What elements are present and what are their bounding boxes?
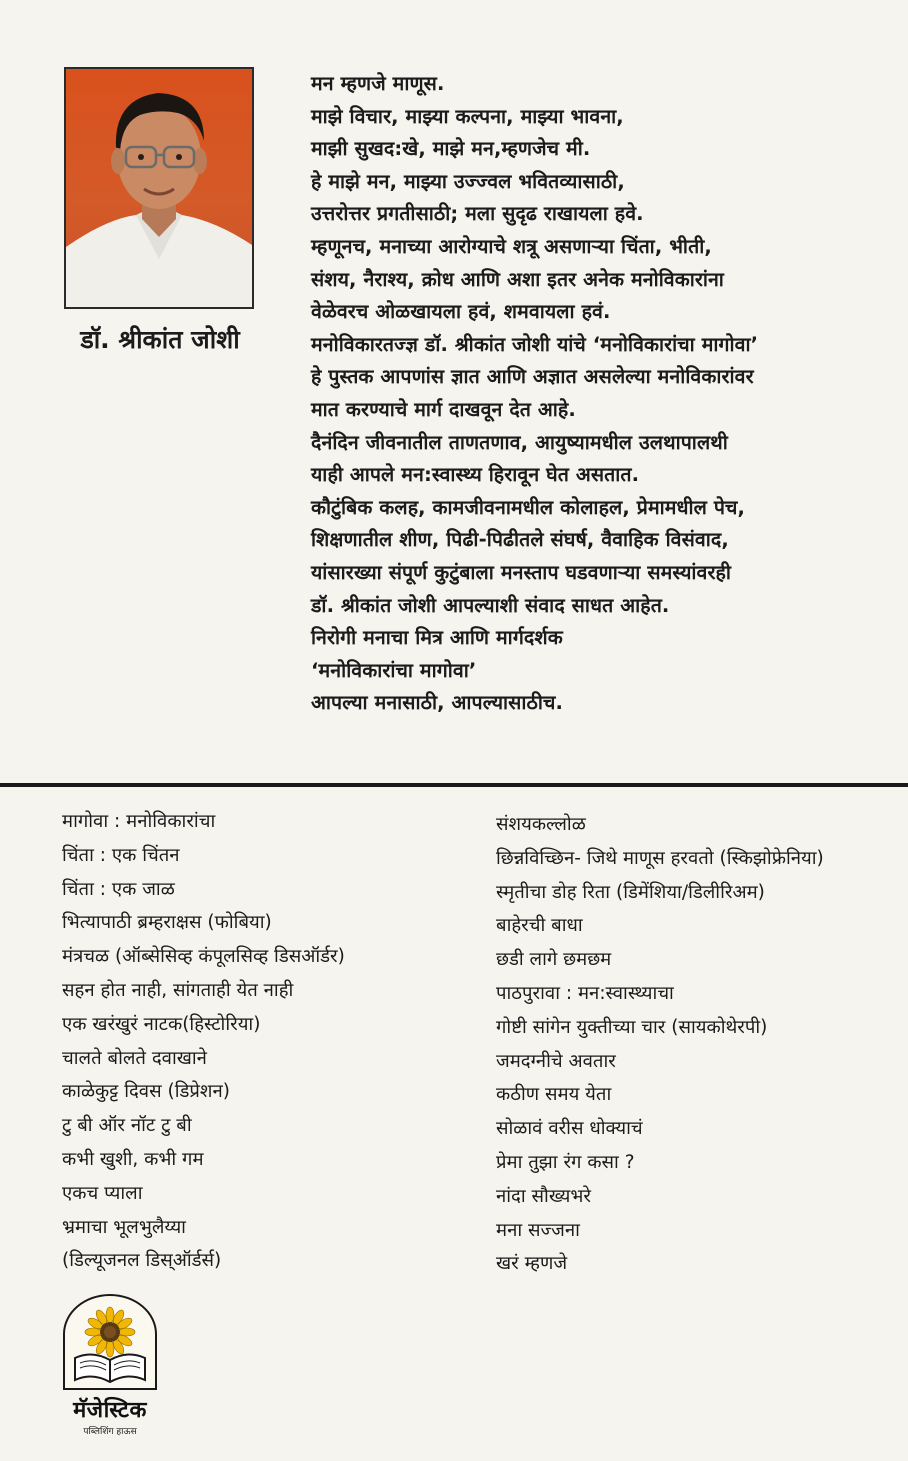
blurb-line: उत्तरोत्तर प्रगतीसाठी; मला सुदृढ राखायला हवे. bbox=[311, 202, 644, 226]
blurb-line: निरोगी मनाचा मित्र आणि मार्गदर्शक bbox=[311, 626, 563, 650]
contents-item: संशयकल्लोळ bbox=[496, 814, 586, 835]
publisher-name: मॅजेस्टिक bbox=[73, 1398, 147, 1423]
contents-item: चिंता : एक जाळ bbox=[62, 878, 175, 900]
contents-item: पाठपुरावा : मन:स्वास्थ्याचा bbox=[496, 982, 674, 1004]
contents-item: मागोवा : मनोविकारांचा bbox=[62, 811, 216, 832]
contents-item: स्मृतीचा डोह रिता (डिमेंशिया/डिलीरिअम) bbox=[496, 881, 765, 903]
contents-item: सोळावं वरीस धोक्याचं bbox=[496, 1118, 643, 1140]
contents-item: (डिल्यूजनल डिस्ऑर्डर्स) bbox=[62, 1250, 222, 1272]
contents-item: काळेकुट्ट दिवस (डिप्रेशन) bbox=[62, 1081, 230, 1103]
contents-list-right bbox=[496, 808, 906, 1281]
contents-item: एक खरंखुरं नाटक(हिस्टोरिया) bbox=[62, 1013, 261, 1035]
author-portrait-image bbox=[66, 69, 252, 307]
blurb-line: माझी सुखद:खे, माझे मन,म्हणजेच मी. bbox=[311, 137, 591, 161]
contents-item: जमदग्नीचे अवतार bbox=[496, 1050, 616, 1072]
contents-list-left bbox=[62, 805, 462, 1278]
blurb-line: याही आपले मन:स्वास्थ्य हिरावून घेत असतात. bbox=[311, 463, 640, 487]
book-sun-icon bbox=[65, 1296, 155, 1388]
section-divider bbox=[0, 783, 908, 787]
contents-item: बाहेरची बाधा bbox=[496, 915, 583, 937]
contents-item: एकच प्याला bbox=[62, 1182, 143, 1204]
blurb-line: ‘मनोविकारांचा मागोवा’ bbox=[311, 658, 477, 682]
contents-item: भ्रमाचा भूलभुलैय्या bbox=[62, 1216, 186, 1238]
contents-item: प्रेमा तुझा रंग कसा ? bbox=[496, 1151, 635, 1173]
contents-item: छडी लागे छमछम bbox=[496, 949, 612, 971]
contents-item: टु बी ऑर नॉट टु बी bbox=[62, 1115, 192, 1137]
contents-item: छिन्नविच्छिन- जिथे माणूस हरवतो (स्किझोफ्रेनिया) bbox=[496, 847, 824, 869]
blurb-line: दैनंदिन जीवनातील ताणतणाव, आयुष्यामधील उलथापालथी bbox=[311, 430, 728, 454]
blurb-line: म्हणूनच, मनाच्या आरोग्याचे शत्रू असणाऱ्या चिंता, भीती, bbox=[311, 234, 712, 258]
contents-item: भित्यापाठी ब्रम्हराक्षस (फोबिया) bbox=[62, 912, 272, 934]
blurb-line: वेळेवरच ओळखायला हवं, शमवायला हवं. bbox=[311, 300, 611, 324]
blurb-line: मन म्हणजे माणूस. bbox=[311, 72, 445, 95]
blurb-line: मात करण्याचे मार्ग दाखवून देत आहे. bbox=[311, 397, 576, 421]
blurb-line: डॉ. श्रीकांत जोशी आपल्याशी संवाद साधत आहेत. bbox=[311, 593, 670, 617]
blurb-line: शिक्षणातील शीण, पिढी-पिढीतले संघर्ष, वैवाहिक विसंवाद, bbox=[311, 528, 729, 552]
contents-item: कभी खुशी, कभी गम bbox=[62, 1148, 204, 1170]
blurb-line: यांसारख्या संपूर्ण कुटुंबाला मनस्ताप घडवणाऱ्या समस्यांवरही bbox=[311, 560, 732, 584]
contents-item: मना सज्जना bbox=[496, 1219, 580, 1241]
author-name: डॉ. श्रीकांत जोशी bbox=[80, 325, 240, 354]
blurb-line: हे पुस्तक आपणांस ज्ञात आणि अज्ञात असलेल्या मनोविकारांवर bbox=[311, 365, 754, 389]
blurb-line: मनोविकारतज्ज्ञ डॉ. श्रीकांत जोशी यांचे ‘मनोविकारांचा मागोवा’ bbox=[311, 332, 759, 356]
contents-item: चालते बोलते दवाखाने bbox=[62, 1047, 207, 1069]
blurb-line: हे माझे मन, माझ्या उज्ज्वल भवितव्यासाठी, bbox=[311, 169, 625, 193]
contents-item: मंत्रचळ (ऑब्सेसिव्ह कंपूलसिव्ह डिसऑर्डर) bbox=[62, 946, 345, 968]
contents-item: गोष्टी सांगेन युक्तीच्या चार (सायकोथेरपी) bbox=[496, 1016, 768, 1038]
contents-item: सहन होत नाही, सांगताही येत नाही bbox=[62, 979, 294, 1001]
contents-item: खरं म्हणजे bbox=[496, 1253, 568, 1275]
blurb-line: आपल्या मनासाठी, आपल्यासाठीच. bbox=[311, 691, 563, 715]
publisher-logo bbox=[55, 1294, 165, 1444]
publisher-emblem bbox=[63, 1294, 157, 1390]
contents-item: चिंता : एक चिंतन bbox=[62, 844, 180, 866]
blurb-line: कौटुंबिक कलह, कामजीवनामधील कोलाहल, प्रेमामधील पेच, bbox=[311, 495, 746, 519]
publisher-subtitle: पब्लिशिंग हाऊस bbox=[83, 1427, 137, 1437]
blurb-line: संशय, नैराश्य, क्रोध आणि अशा इतर अनेक मनोविकारांना bbox=[311, 267, 724, 291]
contents-item: कठीण समय येता bbox=[496, 1084, 612, 1106]
contents-item: नांदा सौख्यभरे bbox=[496, 1185, 591, 1207]
author-photo bbox=[64, 67, 254, 309]
blurb-line: माझे विचार, माझ्या कल्पना, माझ्या भावना, bbox=[311, 104, 624, 128]
blurb-text bbox=[311, 68, 901, 720]
